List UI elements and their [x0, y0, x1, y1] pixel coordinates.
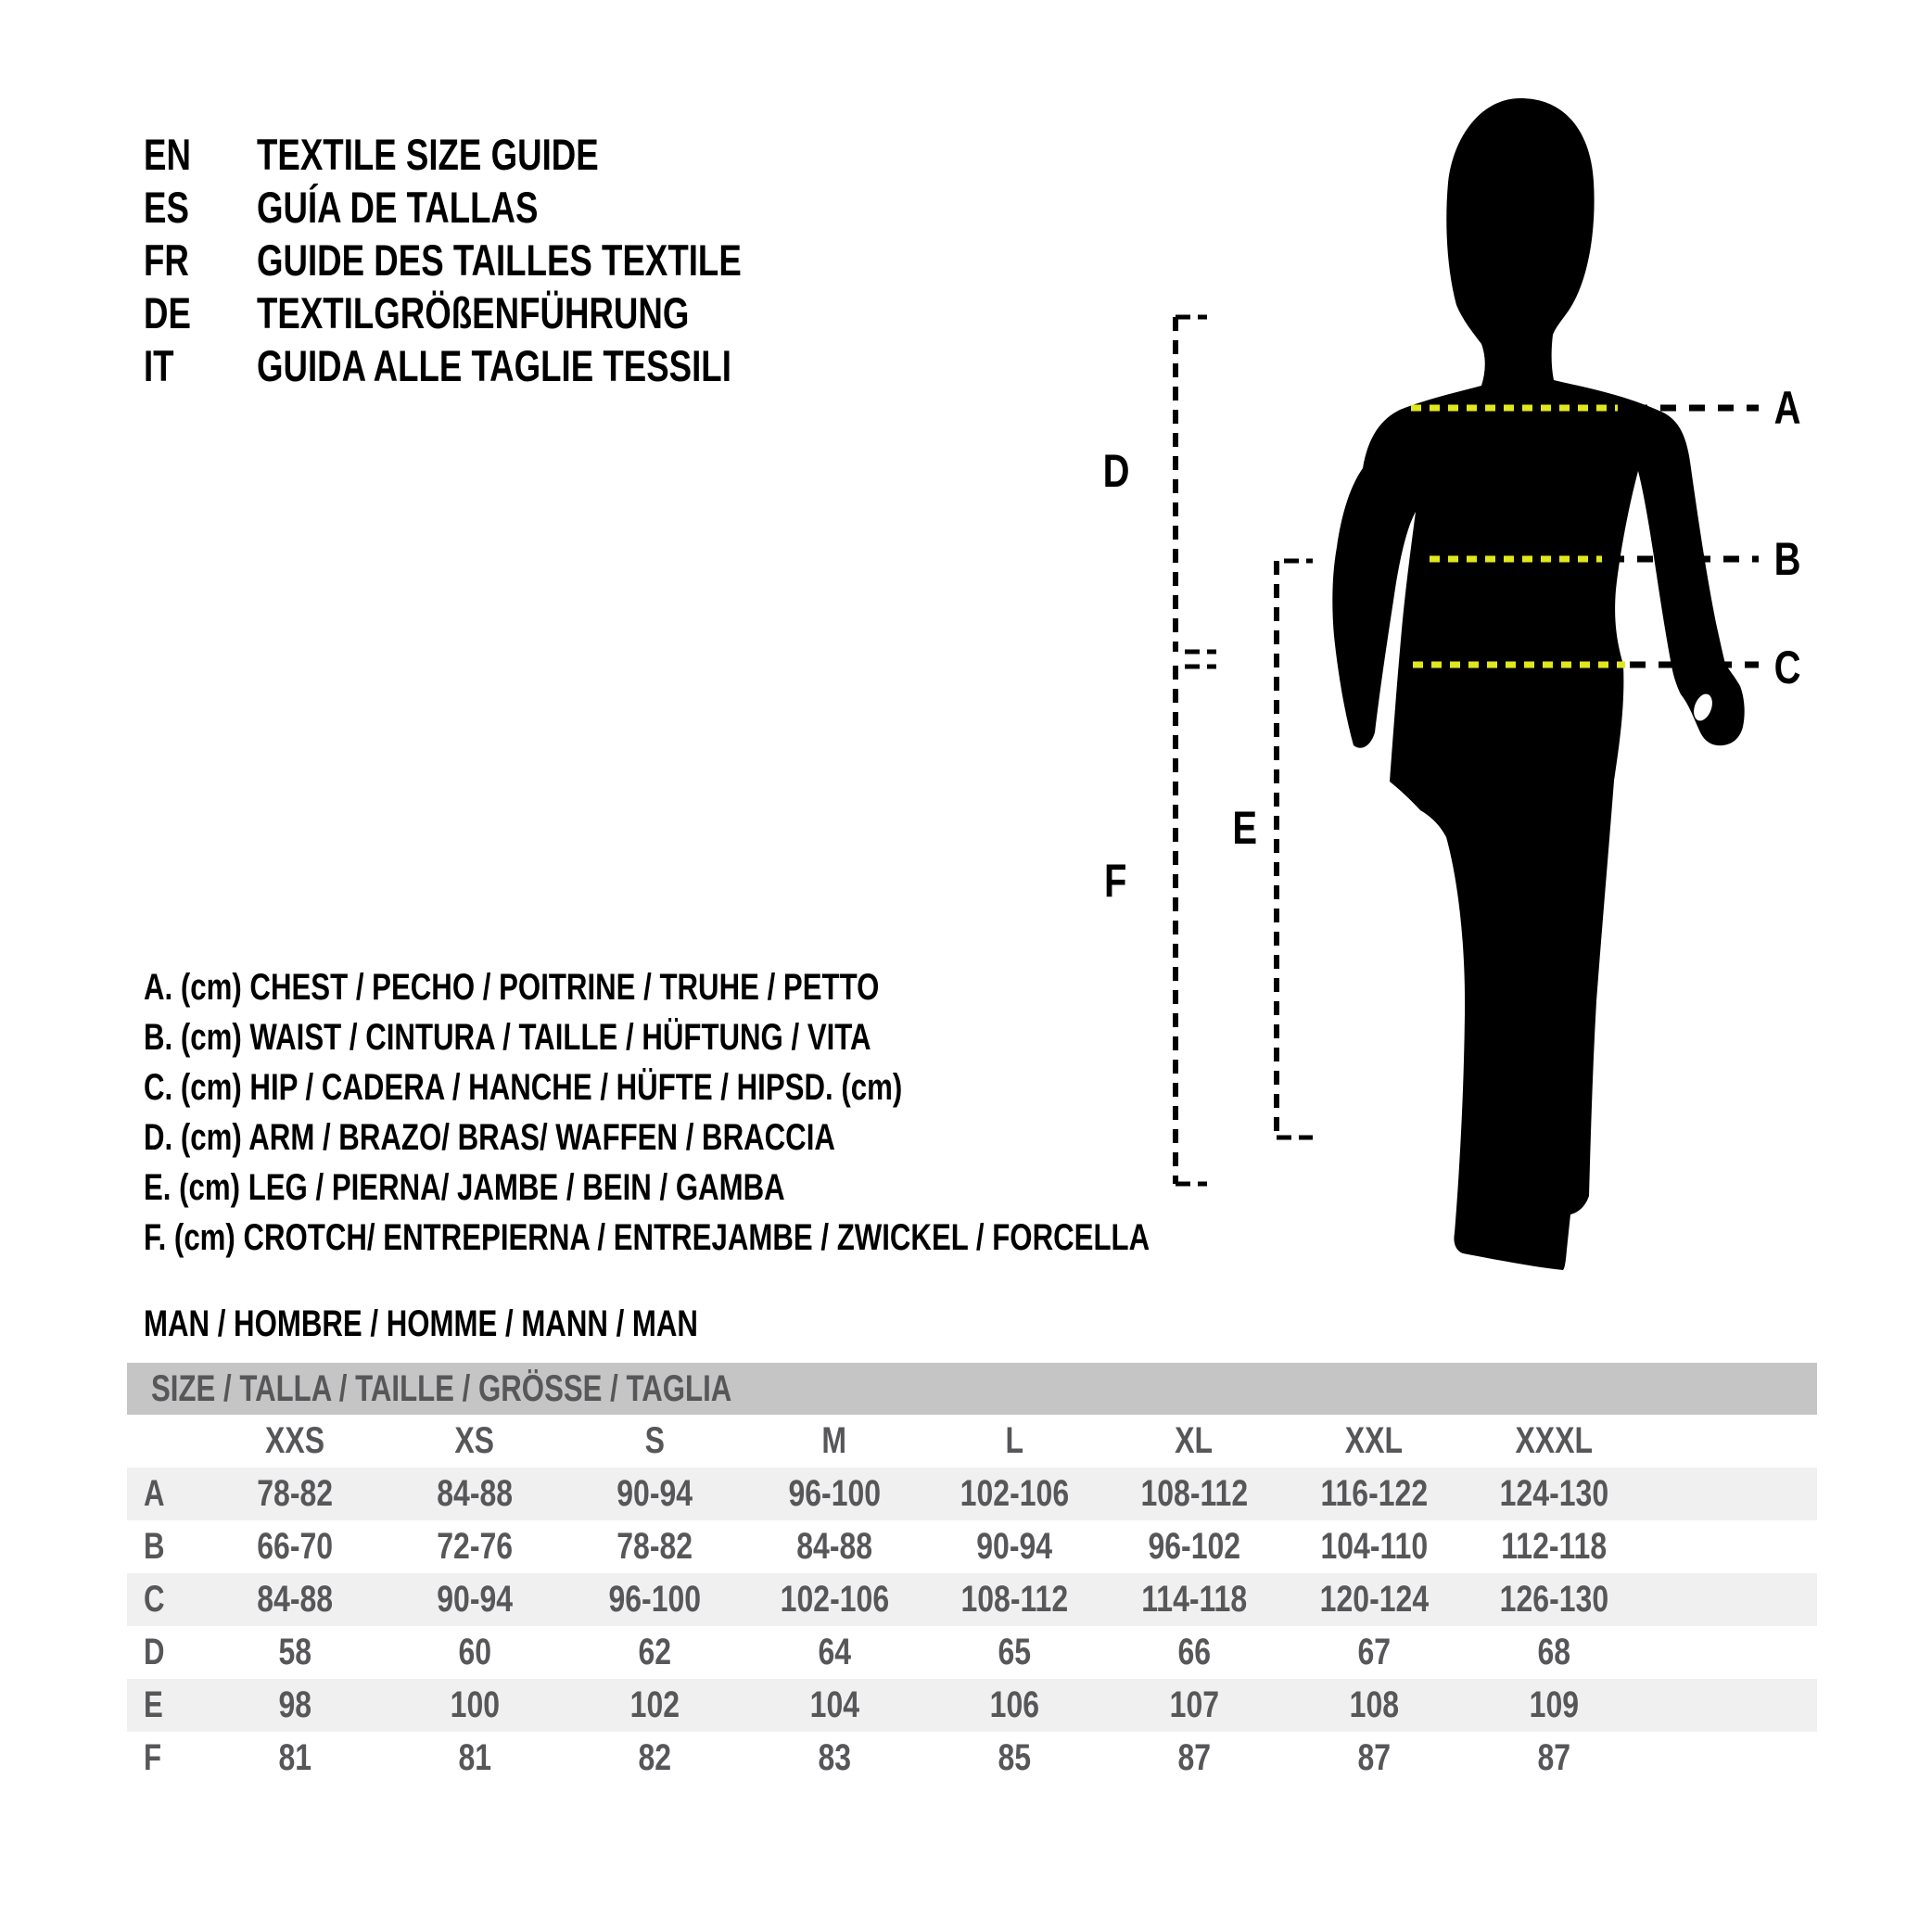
legend-row: D. (cm) ARM / BRAZO/ BRAS/ WAFFEN / BRACCIA: [144, 1116, 835, 1158]
size-table: [127, 1363, 1817, 1785]
table-cell: 67: [1357, 1632, 1391, 1672]
man-silhouette: [1332, 98, 1744, 1270]
label-chest-a: A: [1773, 382, 1801, 434]
legend-row: A. (cm) CHEST / PECHO / POITRINE / TRUHE / PETTO: [144, 966, 880, 1008]
size-table-header-bar: [127, 1363, 1817, 1415]
table-cell: 108-112: [960, 1579, 1068, 1620]
table-row: [127, 1626, 1817, 1679]
table-cell: 98: [278, 1684, 311, 1725]
table-cell: 90-94: [437, 1579, 513, 1620]
table-cell: 60: [458, 1632, 491, 1672]
language-code: DE: [144, 288, 191, 337]
table-cell: 96-100: [608, 1579, 701, 1620]
table-cell: 102: [629, 1684, 680, 1725]
size-column-header: L: [1005, 1420, 1023, 1461]
language-code: IT: [144, 341, 174, 390]
label-crotch-f: F: [1104, 855, 1127, 907]
table-cell: 120-124: [1319, 1579, 1429, 1620]
table-cell: 96-102: [1148, 1526, 1240, 1567]
language-title: TEXTILE SIZE GUIDE: [257, 130, 599, 179]
table-cell: 107: [1169, 1684, 1219, 1725]
table-cell: 81: [458, 1737, 491, 1778]
legend-row: B. (cm) WAIST / CINTURA / TAILLE / HÜFTUNG / VITA: [144, 1016, 871, 1058]
table-cell: 109: [1529, 1684, 1579, 1725]
table-cell: 87: [1537, 1737, 1570, 1778]
table-cell: 66: [1177, 1632, 1211, 1672]
table-cell: 114-118: [1141, 1579, 1247, 1620]
table-cell: 72-76: [437, 1526, 513, 1567]
table-cell: 102-106: [780, 1579, 889, 1620]
table-row-label: C: [144, 1579, 165, 1620]
table-cell: 84-88: [257, 1579, 333, 1620]
table-cell: 112-118: [1501, 1526, 1607, 1567]
table-cell: 87: [1177, 1737, 1211, 1778]
label-arm-d: D: [1102, 445, 1130, 497]
size-column-header: XS: [454, 1420, 495, 1461]
table-cell: 106: [989, 1684, 1039, 1725]
table-cell: 104: [809, 1684, 859, 1725]
size-table-body: [127, 1468, 1817, 1785]
table-row-label: A: [144, 1473, 165, 1514]
table-row-label: F: [144, 1737, 162, 1778]
table-cell: 87: [1357, 1737, 1391, 1778]
language-code: ES: [144, 183, 189, 232]
table-cell: 102-106: [960, 1473, 1069, 1514]
table-cell: 78-82: [616, 1526, 693, 1567]
table-cell: 78-82: [257, 1473, 333, 1514]
table-row: [127, 1679, 1817, 1732]
table-cell: 108: [1349, 1684, 1399, 1725]
legend-row: F. (cm) CROTCH/ ENTREPIERNA / ENTREJAMBE / ZWICKEL / FORCELLA: [144, 1216, 1150, 1258]
size-column-header: XXS: [264, 1420, 325, 1461]
table-cell: 68: [1537, 1632, 1570, 1672]
table-cell: 124-130: [1499, 1473, 1608, 1514]
language-title: TEXTILGRÖßENFÜHRUNG: [257, 288, 690, 337]
size-column-header: XL: [1175, 1420, 1214, 1461]
table-cell: 84-88: [796, 1526, 872, 1567]
label-leg-e: E: [1232, 802, 1258, 854]
table-cell: 126-130: [1499, 1579, 1608, 1620]
legend-row: C. (cm) HIP / CADERA / HANCHE / HÜFTE / HIPSD. (cm): [144, 1066, 903, 1108]
table-cell: 116-122: [1320, 1473, 1428, 1514]
table-cell: 82: [638, 1737, 671, 1778]
size-column-header: XXL: [1344, 1420, 1404, 1461]
table-cell: 108-112: [1140, 1473, 1248, 1514]
table-cell: 84-88: [437, 1473, 513, 1514]
size-column-header: XXXL: [1515, 1420, 1593, 1461]
table-cell: 85: [998, 1737, 1031, 1778]
language-title: GUIDA ALLE TAGLIE TESSILI: [257, 341, 731, 390]
language-title: GUIDE DES TAILLES TEXTILE: [257, 235, 742, 285]
size-column-header: S: [644, 1420, 665, 1461]
legend-row: E. (cm) LEG / PIERNA/ JAMBE / BEIN / GAMBA: [144, 1166, 785, 1208]
size-column-header-row: [127, 1415, 1817, 1468]
table-cell: 90-94: [976, 1526, 1052, 1567]
table-row: [127, 1468, 1817, 1520]
language-code: EN: [144, 130, 191, 179]
table-row: [127, 1573, 1817, 1626]
label-hip-c: C: [1773, 642, 1801, 693]
label-waist-b: B: [1773, 533, 1801, 585]
table-row-label: B: [144, 1526, 165, 1567]
table-cell: 62: [638, 1632, 671, 1672]
table-cell: 96-100: [788, 1473, 881, 1514]
table-cell: 83: [818, 1737, 851, 1778]
table-cell: 65: [998, 1632, 1031, 1672]
table-row-label: E: [144, 1684, 163, 1725]
audience-text: MAN / HOMBRE / HOMME / MANN / MAN: [144, 1303, 698, 1344]
table-row: [127, 1732, 1817, 1785]
size-table-header-text: SIZE / TALLA / TAILLE / GRÖSSE / TAGLIA: [151, 1367, 732, 1409]
table-cell: 64: [818, 1632, 851, 1672]
table-row-label: D: [144, 1632, 165, 1672]
language-code: FR: [144, 235, 189, 285]
language-title: GUÍA DE TALLAS: [257, 183, 539, 232]
table-cell: 90-94: [616, 1473, 693, 1514]
table-cell: 66-70: [257, 1526, 333, 1567]
table-cell: 81: [278, 1737, 311, 1778]
table-cell: 58: [278, 1632, 311, 1672]
table-row: [127, 1520, 1817, 1573]
table-cell: 104-110: [1320, 1526, 1428, 1567]
size-column-header: M: [821, 1420, 847, 1461]
table-cell: 100: [450, 1684, 500, 1725]
